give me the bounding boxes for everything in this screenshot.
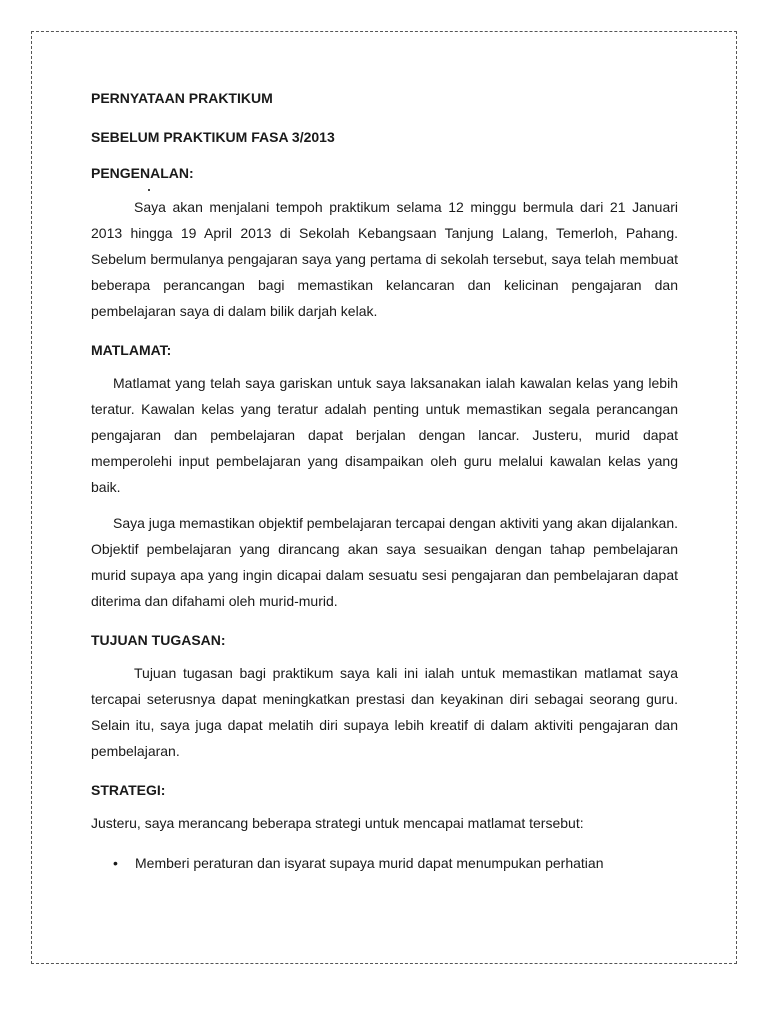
matlamat-paragraph-2: Saya juga memastikan objektif pembelajaran tercapai dengan aktiviti yang akan dijalankan. Objektif pembelajaran yang dirancang akan saya sesuaikan dengan tahap pembelajaran murid supaya apa yang ingin dicapai dalam sesuatu sesi pengajaran dan pembelajaran dapat diterima dan difahami oleh murid-murid. [91,515,679,609]
document-title: PERNYATAAN PRAKTIKUM [91,90,273,106]
strategi-intro: Justeru, saya merancang beberapa strategi untuk mencapai matlamat tersebut: [91,815,584,831]
bullet-icon: • [113,855,118,871]
section-heading-tujuan-tugasan: TUJUAN TUGASAN: [91,632,226,648]
strategi-list [91,850,678,876]
section-heading-matlamat: MATLAMAT: [91,342,172,358]
list-item [91,850,678,876]
pengenalan-paragraph: Saya akan menjalani tempoh praktikum selama 12 minggu bermula dari 21 Januari 2013 hingga 19 April 2013 di Sekolah Kebangsaan Tanjung Lalang, Temerloh, Pahang. Sebelum bermulanya pengajaran saya yang pertama di sekolah tersebut, saya telah membuat beberapa perancangan bagi memastikan kelancaran dan kelicinan pengajaran dan pembelajaran saya di dalam bilik darjah kelak. [91,199,678,319]
matlamat-paragraph-1: Matlamat yang telah saya gariskan untuk saya laksanakan ialah kawalan kelas yang lebih teratur. Kawalan kelas yang teratur adalah penting untuk memastikan segala perancangan pengajaran dan pembelajaran dapat berjalan dengan lancar. Justeru, murid dapat memperolehi input pembelajaran yang disampaikan oleh guru melalui kawalan kelas yang baik. [91,375,678,495]
section-heading-strategi: STRATEGI: [91,782,166,798]
section-heading-pengenalan: PENGENALAN: [91,165,194,181]
document-body [91,88,678,876]
document-subtitle: SEBELUM PRAKTIKUM FASA 3/2013 [91,129,335,145]
stray-mark [148,189,150,191]
tujuan-tugasan-paragraph: Tujuan tugasan bagi praktikum saya kali ini ialah untuk memastikan matlamat saya tercapai seterusnya dapat meningkatkan prestasi dan keyakinan diri sebagai seorang guru. Selain itu, saya juga dapat melatih diri supaya lebih kreatif di dalam aktiviti pengajaran dan pembelajaran. [91,665,678,759]
list-item-text: Memberi peraturan dan isyarat supaya murid dapat menumpukan perhatian [135,855,604,871]
